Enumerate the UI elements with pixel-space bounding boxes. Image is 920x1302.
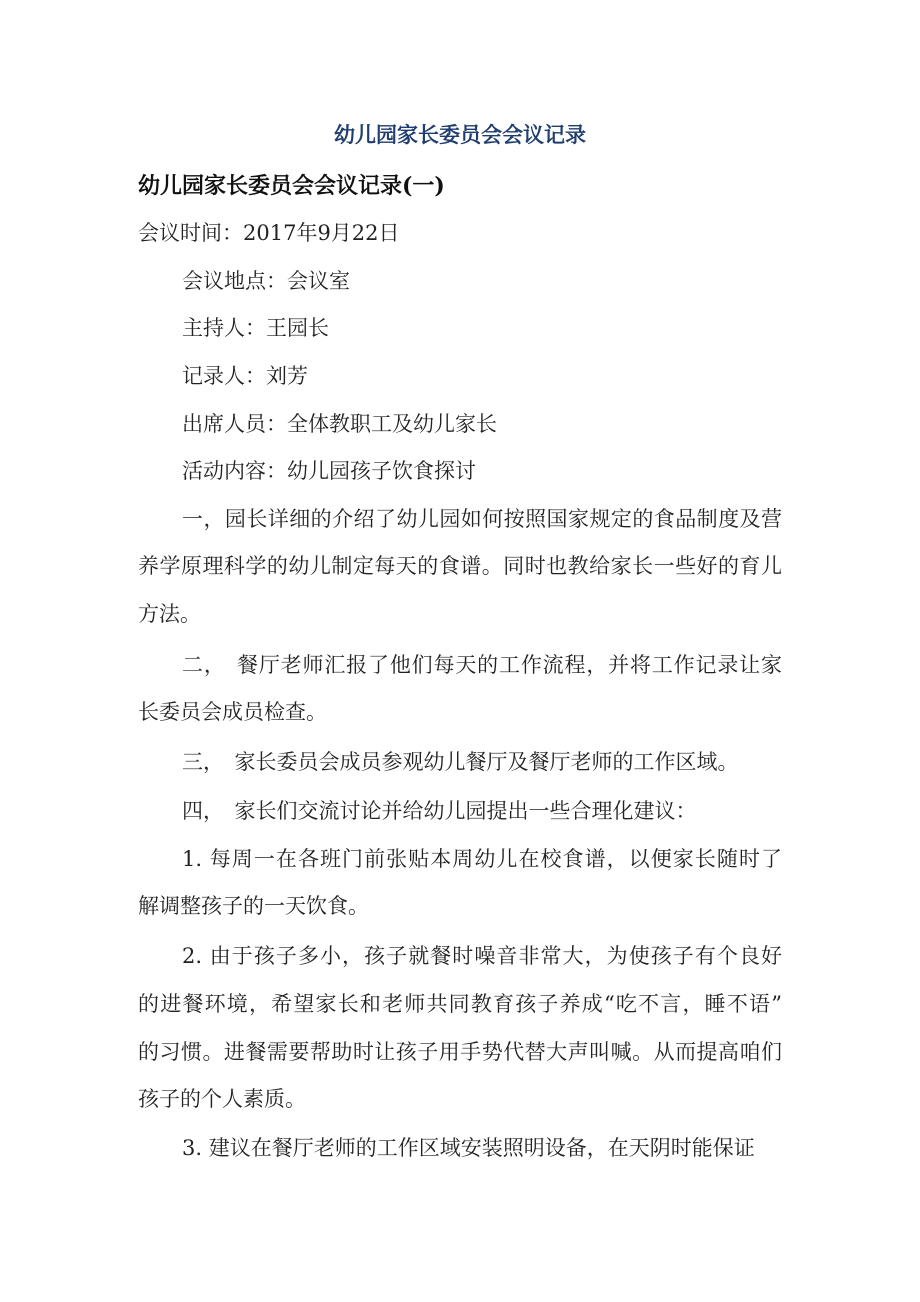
paragraph-line: 1. 每周一在各班门前张贴本周幼儿在校食谱，以便家长随时了 [182, 847, 782, 871]
document-title: 幼儿园家长委员会会议记录 [334, 122, 586, 147]
paragraph-line: 二， 餐厅老师汇报了他们每天的工作流程，并将工作记录让家 [182, 653, 782, 677]
paragraph-line: 四， 家长们交流讨论并给幼儿园提出一些合理化建议： [182, 799, 697, 823]
paragraph-line: 记录人：刘芳 [182, 364, 308, 388]
paragraph-line: 的进餐环境，希望家长和老师共同教育孩子养成“吃不言，睡不语” [138, 992, 782, 1016]
paragraph-line: 的习惯。进餐需要帮助时让孩子用手势代替大声叫喊。从而提高咱们 [138, 1040, 782, 1064]
paragraph-line: 活动内容：幼儿园孩子饮食探讨 [182, 459, 476, 483]
paragraph-line: 一，园长详细的介绍了幼儿园如何按照国家规定的食品制度及营 [182, 507, 782, 531]
paragraph-line: 会议地点：会议室 [182, 269, 350, 293]
paragraph-line: 会议时间：2017年9月22日 [138, 221, 400, 245]
paragraph-line: 方法。 [138, 602, 201, 626]
paragraph-line: 2. 由于孩子多小，孩子就餐时噪音非常大，为使孩子有个良好 [182, 944, 782, 968]
paragraph-line: 出席人员：全体教职工及幼儿家长 [182, 412, 497, 436]
paragraph-line: 长委员会成员检查。 [138, 700, 327, 724]
paragraph-line: 解调整孩子的一天饮食。 [138, 894, 369, 918]
section-heading: 幼儿园家长委员会会议记录(一) [138, 173, 445, 199]
paragraph-line: 三， 家长委员会成员参观幼儿餐厅及餐厅老师的工作区域。 [182, 750, 739, 774]
paragraph-line: 孩子的个人素质。 [138, 1087, 306, 1111]
paragraph-line: 养学原理科学的幼儿制定每天的食谱。同时也教给家长一些好的育儿 [138, 554, 782, 578]
paragraph-line: 主持人：王园长 [182, 316, 329, 340]
paragraph-line: 3. 建议在餐厅老师的工作区域安装照明设备，在天阴时能保证 [182, 1136, 755, 1160]
